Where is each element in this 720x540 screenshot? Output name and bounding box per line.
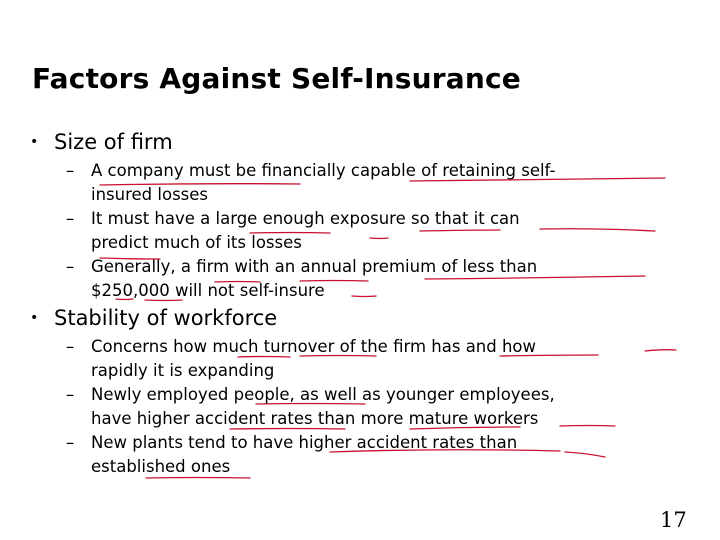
subpoint-line: insured losses: [91, 185, 209, 204]
bullet-icon: •: [30, 134, 39, 150]
subpoint-line: A company must be financially capable of retaining self-: [91, 161, 556, 180]
ink-underline: [540, 229, 655, 231]
dash-icon: –: [66, 209, 75, 228]
bullet-size-of-firm: [30, 130, 173, 154]
subpoint-line: Concerns how much turnover of the firm has and how: [91, 337, 537, 356]
page-number: 17: [660, 508, 687, 532]
subpoint-line: have higher accident rates than more mature workers: [91, 409, 539, 428]
dash-icon: –: [66, 385, 75, 404]
subpoint-line: established ones: [91, 457, 231, 476]
ink-underline: [565, 452, 605, 457]
bullet-stability-of-workforce: [30, 306, 277, 330]
subpoint-line: Newly employed people, as well as younger employees,: [91, 385, 555, 404]
slide-title: Factors Against Self-Insurance: [32, 62, 521, 95]
dash-icon: –: [66, 257, 75, 276]
dash-icon: –: [66, 161, 75, 180]
subpoint: [66, 431, 517, 479]
bullet-icon: •: [30, 310, 39, 326]
subpoint: [66, 159, 555, 207]
subpoint-line: $250,000 will not self-insure: [91, 281, 325, 300]
subpoint-line: It must have a large enough exposure so that it can: [91, 209, 520, 228]
subpoint: [66, 383, 555, 431]
subpoint-line: Generally, a firm with an annual premium of less than: [91, 257, 538, 276]
dash-icon: –: [66, 337, 75, 356]
ink-underline: [560, 426, 615, 427]
subpoint-line: predict much of its losses: [91, 233, 302, 252]
subpoint: [66, 255, 537, 303]
ink-underline: [645, 350, 676, 351]
bullet-label: Size of firm: [54, 130, 173, 154]
bullet-label: Stability of workforce: [54, 306, 278, 330]
subpoint: [66, 207, 520, 255]
subpoint-line: New plants tend to have higher accident rates than: [91, 433, 518, 452]
subpoint: [66, 335, 536, 383]
dash-icon: –: [66, 433, 75, 452]
subpoint-line: rapidly it is expanding: [91, 361, 275, 380]
